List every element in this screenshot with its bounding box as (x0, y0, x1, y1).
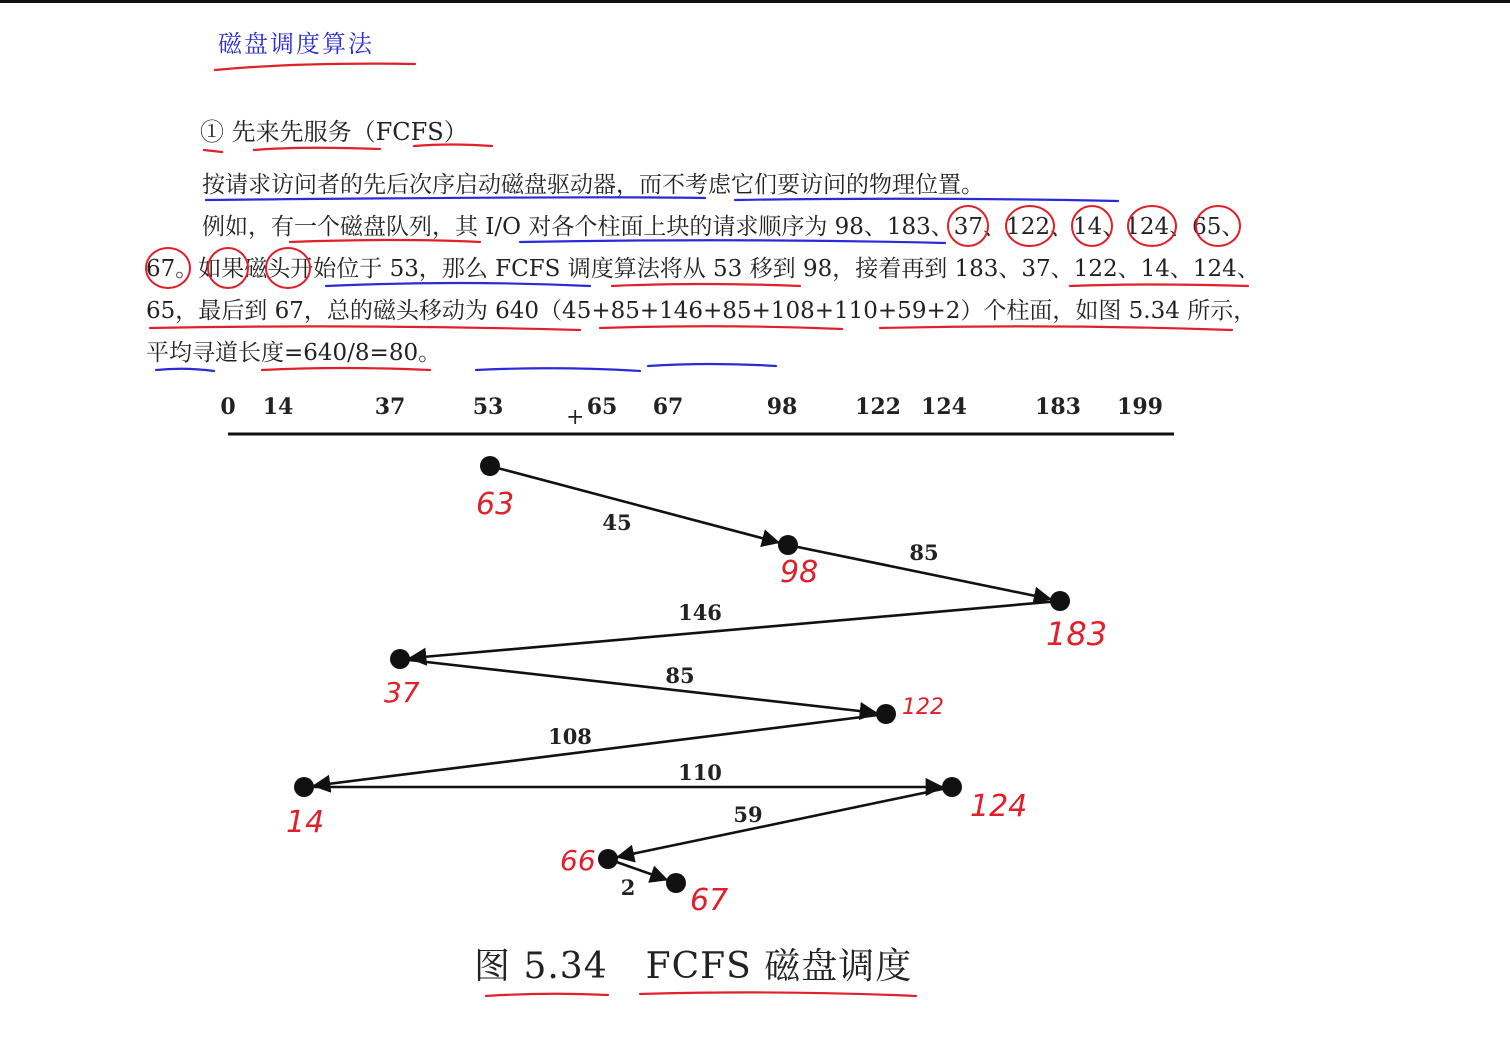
subheading-underline-num (204, 150, 222, 152)
line1-underline-a (206, 197, 705, 200)
annotation-strokes (150, 64, 1248, 996)
caption-underline-a (486, 994, 608, 996)
circle-124 (146, 248, 190, 288)
distance-label: 85 (665, 663, 695, 688)
head-move-segment (314, 714, 886, 786)
head-move-segment (618, 787, 952, 857)
circle-14 (1196, 206, 1240, 246)
figure-number: 图 5.34 (474, 946, 608, 987)
distance-label: 59 (733, 802, 763, 827)
tick-label-183: 183 (1035, 394, 1081, 420)
line5-underline-d (648, 364, 776, 366)
handwritten-label: 67 (690, 883, 729, 918)
section-heading: ① 先来先服务（FCFS） (200, 118, 468, 146)
handwritten-label: 183 (1046, 615, 1108, 653)
line5-underline-a (156, 369, 214, 371)
tick-label-98: 98 (766, 394, 798, 420)
tick-label-14: 14 (262, 394, 294, 420)
distance-label: 45 (602, 510, 632, 535)
handwritten-label: 124 (970, 789, 1028, 824)
circle-122 (1128, 206, 1176, 246)
stop-point (876, 704, 896, 724)
handwritten-label: 66 (560, 844, 596, 877)
stop-point (942, 777, 962, 797)
subheading-underline-fcfs (414, 145, 492, 147)
line4-underline-a (150, 326, 580, 330)
handwritten-label: 63 (476, 487, 515, 522)
stop-point (666, 873, 686, 893)
distance-label: 146 (678, 600, 722, 625)
page-title: 磁盘调度算法 (218, 30, 374, 58)
line5-underline-b (262, 368, 430, 370)
line2-underline-b (520, 240, 945, 243)
stop-point (778, 535, 798, 555)
circle-183 (1006, 206, 1054, 246)
stop-point (598, 849, 618, 869)
handwritten-label: 14 (286, 805, 325, 840)
tick-label-53: 53 (472, 394, 504, 420)
axis-plus-mark: + (566, 405, 585, 430)
head-move-segment (410, 601, 1060, 658)
line3-underline-c (1070, 285, 1248, 287)
request-circles (146, 206, 1240, 288)
caption-underline-b (640, 992, 916, 996)
tick-label-124: 124 (921, 394, 967, 420)
line3-underline-a (326, 283, 590, 286)
handwritten-label: 37 (384, 676, 420, 709)
tick-label-0: 0 (220, 394, 236, 420)
line4-underline-b (600, 326, 842, 329)
circle-98 (948, 206, 988, 246)
circle-37 (1072, 206, 1112, 246)
head-move-segment (490, 466, 778, 542)
line1-underline-b (735, 199, 1118, 201)
figure-caption (474, 938, 912, 989)
circle-67 (266, 248, 310, 288)
line5-underline-c (476, 368, 640, 371)
tick-label-67: 67 (652, 394, 684, 420)
distance-label: 110 (678, 760, 722, 785)
handwritten-label: 98 (780, 555, 819, 590)
handwritten-label: 122 (902, 695, 944, 720)
distance-label: 85 (909, 540, 939, 565)
figure-title: FCFS 磁盘调度 (645, 946, 913, 987)
stop-point (480, 456, 500, 476)
stop-point (1050, 591, 1070, 611)
subheading-underline-text (254, 148, 380, 150)
line4-underline-c (880, 326, 1232, 330)
distance-label: 2 (620, 875, 636, 900)
tick-label-122: 122 (855, 394, 901, 420)
tick-label-37: 37 (374, 394, 406, 420)
distance-label: 108 (548, 724, 592, 749)
handwritten-labels (286, 487, 1107, 918)
head-move-segment (400, 659, 876, 713)
stop-point (294, 777, 314, 797)
distance-labels (548, 510, 939, 900)
tick-label-199: 199 (1117, 394, 1163, 420)
line2-underline-a (290, 240, 480, 242)
circle-65 (208, 248, 248, 288)
paragraph-line-2: 例如，有一个磁盘队列，其 I/O 对各个柱面上块的请求顺序为 98、183、37、122、14、124、65、67。如果磁头开始位于 53，那么 FCFS 调度算法将从 53 移到 98，接着再到 183、37、122、14、124、65，最后到 67，总的磁头移动为 640（45+85+146+85+108+110+59+2）个柱面，如图 5.34 所示，平均寻道长度=640/8=80。 (146, 214, 1260, 366)
heading-underline (215, 64, 415, 70)
line3-underline-b (612, 284, 800, 286)
tick-label-65: 65 (586, 394, 618, 420)
stop-point (390, 649, 410, 669)
paragraph-line-1: 按请求访问者的先后次序启动磁盘驱动器，而不考虑它们要访问的物理位置。 (202, 172, 984, 198)
